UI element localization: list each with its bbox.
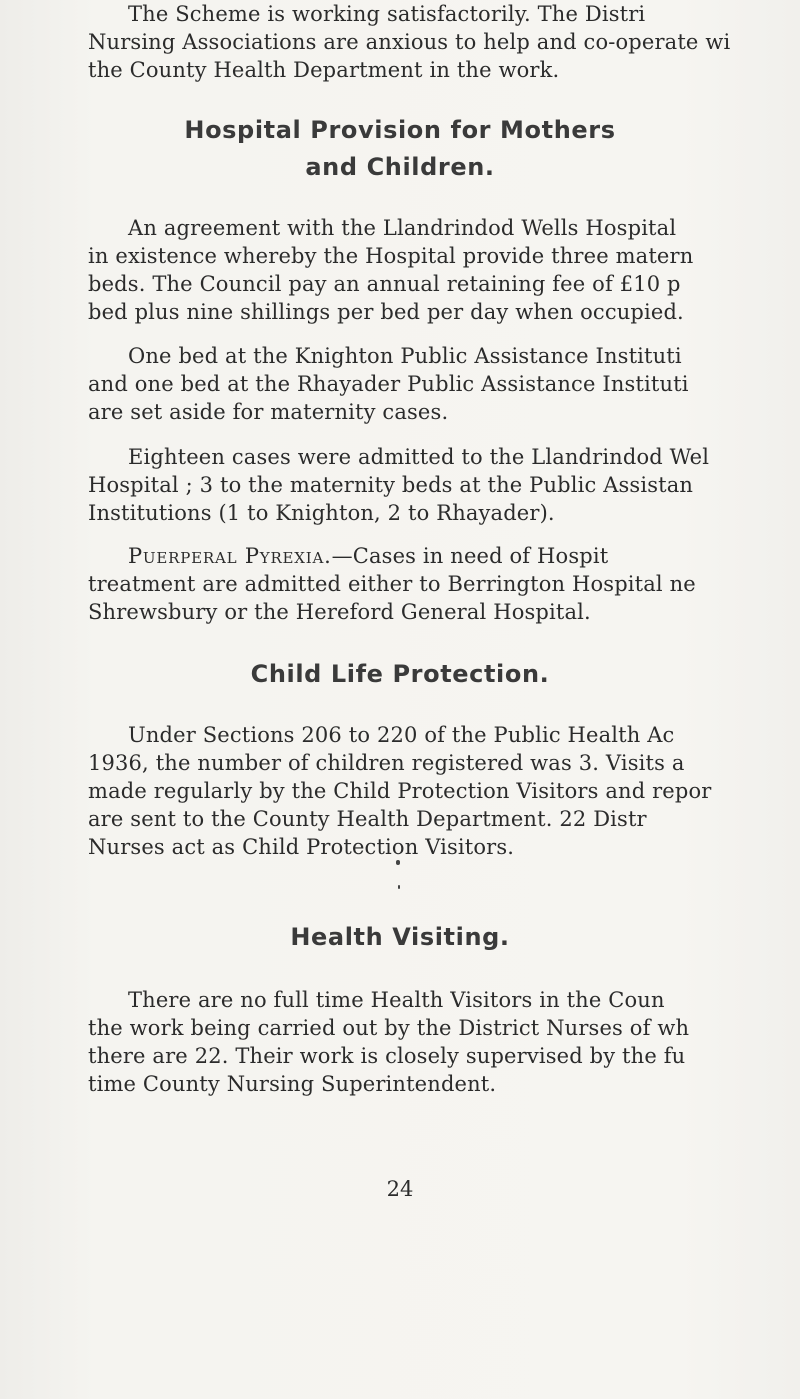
health-visiting-heading: Health Visiting. [290, 923, 510, 951]
paragraph-line: There are no full time Health Visitors in the Coun [128, 988, 665, 1012]
stray-mark [396, 860, 400, 865]
paragraph-line: One bed at the Knighton Public Assistance Instituti [128, 344, 682, 368]
paragraph-line: beds. The Council pay an annual retaining fee of £10 p [88, 272, 681, 296]
paragraph-line: Hospital ; 3 to the maternity beds at the Public Assistan [88, 473, 694, 497]
intro-paragraph [88, 0, 788, 84]
puerperal-pyrexia-first-line [88, 542, 788, 570]
paragraph-line: in existence whereby the Hospital provide three matern [88, 244, 694, 268]
paragraph-line: are set aside for maternity cases. [88, 400, 449, 424]
paragraph-line: time County Nursing Superintendent. [88, 1072, 497, 1096]
hospital-agreement-paragraph [88, 214, 788, 326]
intro-line-2: Nursing Associations are anxious to help and co-operate wi [88, 30, 731, 54]
paragraph-line: 1936, the number of children registered was 3. Visits a [88, 751, 685, 775]
paragraph-line: there are 22. Their work is closely supervised by the fu [88, 1044, 686, 1068]
paragraph-line: An agreement with the Llandrindod Wells Hospital [128, 216, 677, 240]
admissions-paragraph [88, 443, 788, 527]
paragraph-line: Institutions (1 to Knighton, 2 to Rhayader). [88, 501, 555, 525]
paragraph-line: the work being carried out by the District Nurses of wh [88, 1016, 690, 1040]
child-life-protection-heading: Child Life Protection. [250, 660, 550, 688]
paragraph-line: Shrewsbury or the Hereford General Hospital. [88, 600, 591, 624]
intro-line-1: The Scheme is working satisfactorily. The Distri [128, 2, 646, 26]
paragraph-line: are sent to the County Health Department. 22 Distr [88, 807, 647, 831]
paragraph-line: Nurses act as Child Protection Visitors. [88, 835, 515, 859]
hospital-provision-heading-line-1: Hospital Provision for Mothers [184, 116, 616, 144]
puerperal-pyrexia-rest: —Cases in need of Hospit [331, 544, 609, 568]
paragraph-line: Under Sections 206 to 220 of the Public Health Ac [128, 723, 675, 747]
health-visiting-paragraph [88, 986, 788, 1098]
paragraph-line: treatment are admitted either to Berrington Hospital ne [88, 572, 696, 596]
child-life-paragraph [88, 721, 788, 861]
maternity-beds-paragraph [88, 342, 788, 426]
puerperal-pyrexia-lead: Puerperal Pyrexia. [128, 544, 332, 568]
paragraph-line: and one bed at the Rhayader Public Assistance Instituti [88, 372, 689, 396]
intro-line-3: the County Health Department in the work. [88, 58, 560, 82]
puerperal-pyrexia-paragraph [88, 542, 788, 626]
page-number: 24 [386, 1177, 414, 1201]
stray-mark [398, 885, 400, 889]
paragraph-line: bed plus nine shillings per bed per day when occupied. [88, 300, 684, 324]
hospital-provision-heading-line-2: and Children. [305, 153, 495, 181]
paragraph-line: made regularly by the Child Protection Visitors and repor [88, 779, 712, 803]
paragraph-line: Eighteen cases were admitted to the Llandrindod Wel [128, 445, 710, 469]
